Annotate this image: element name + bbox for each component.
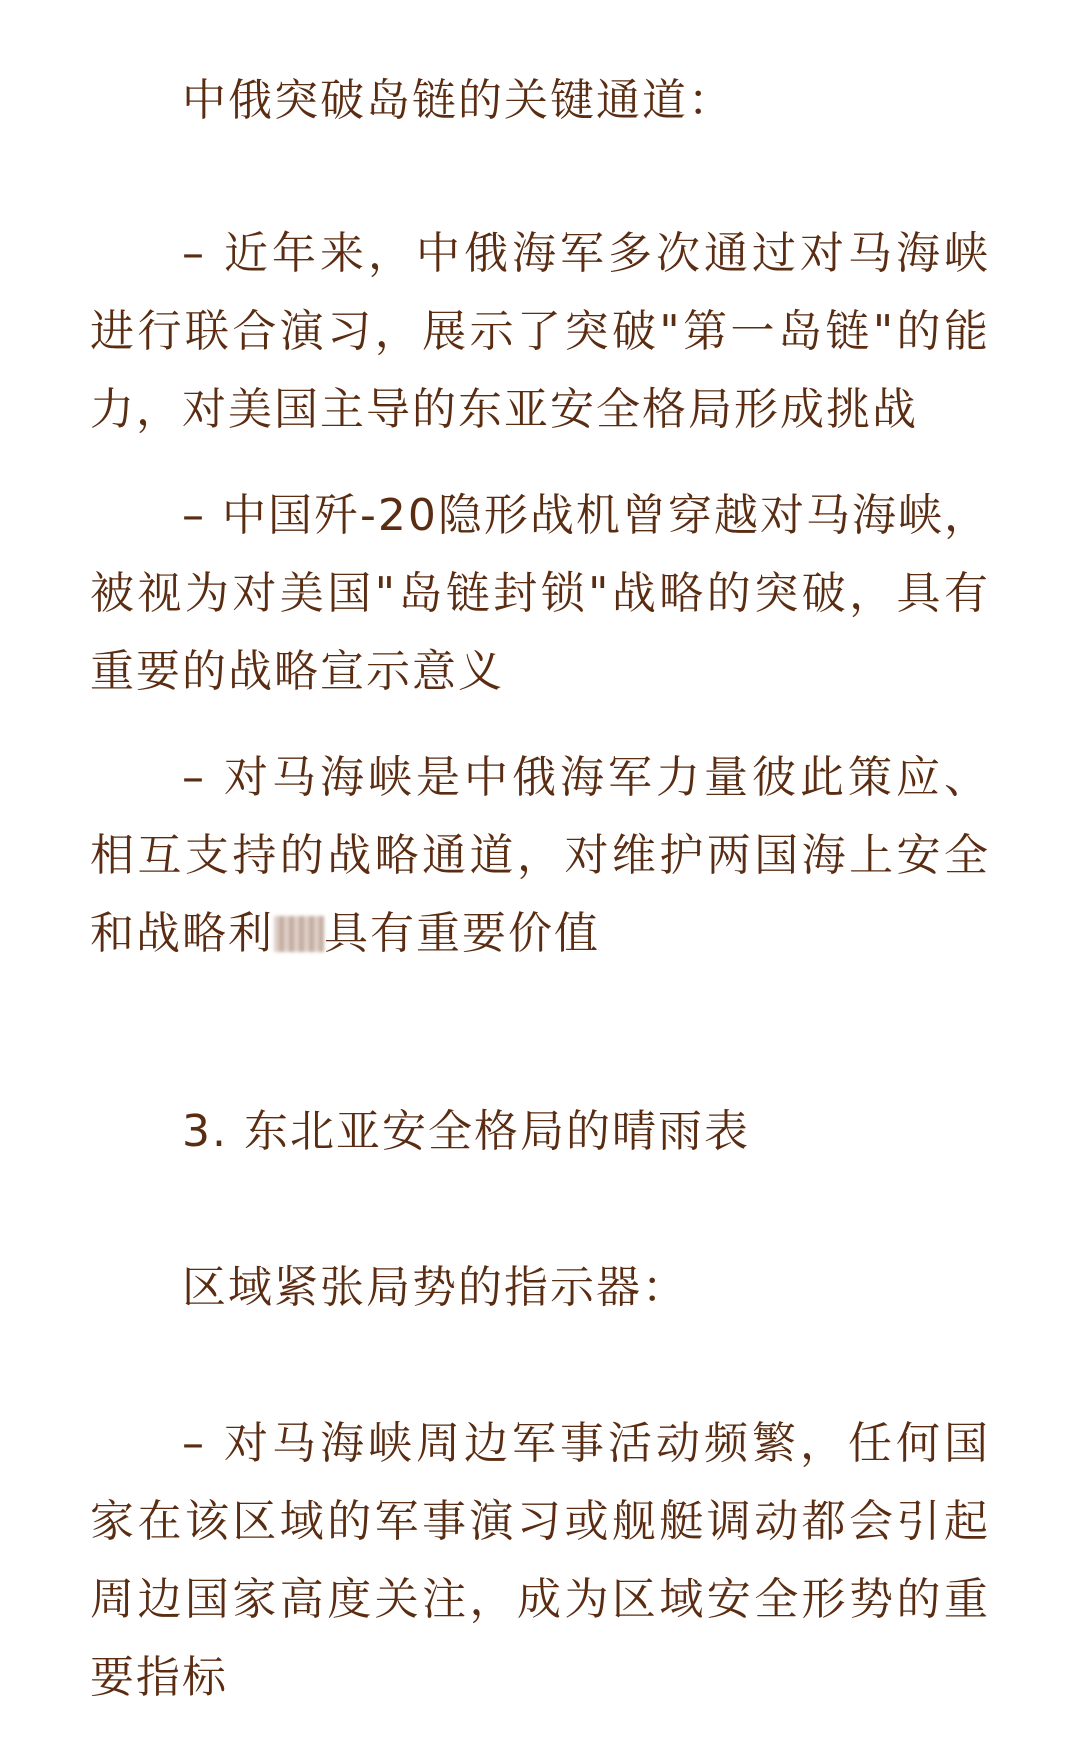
section-heading-island-chain: 中俄突破岛链的关键通道： [182, 75, 734, 126]
bullet-joint-exercise: – 近年来，中俄海军多次通过对马海峡进行联合演习，展示了突破"第一岛链"的能力，对美国主导的东亚安全格局形成挑战 [90, 228, 990, 435]
section-title-barometer: 3. 东北亚安全格局的晴雨表 [182, 1106, 750, 1157]
bullet-j20-crossing: – 中国歼-20隐形战机曾穿越对马海峡，被视为对美国"岛链封锁"战略的突破，具有重要的战略宣示意义 [90, 490, 990, 697]
obscured-character [274, 916, 324, 952]
section-heading-indicator: 区域紧张局势的指示器： [182, 1262, 688, 1313]
spacer [90, 1327, 990, 1405]
spacer [90, 449, 990, 477]
spacer [90, 973, 990, 1093]
spacer [90, 1171, 990, 1249]
spacer [90, 711, 990, 739]
bullet-strategic-channel-text-b: 具有重要价值 [324, 908, 600, 959]
bullet-strategic-channel-text-a: – 对马海峡是中俄海军力量彼此策应、相互支持的战略通道，对维护两国海上安全和战略利 [90, 752, 990, 959]
spacer [90, 140, 990, 215]
bullet-regional-activity: – 对马海峡周边军事活动频繁，任何国家在该区域的军事演习或舰艇调动都会引起周边国家高度关注，成为区域安全形势的重要指标 [90, 1418, 990, 1703]
bullet-strategic-channel [90, 739, 990, 973]
